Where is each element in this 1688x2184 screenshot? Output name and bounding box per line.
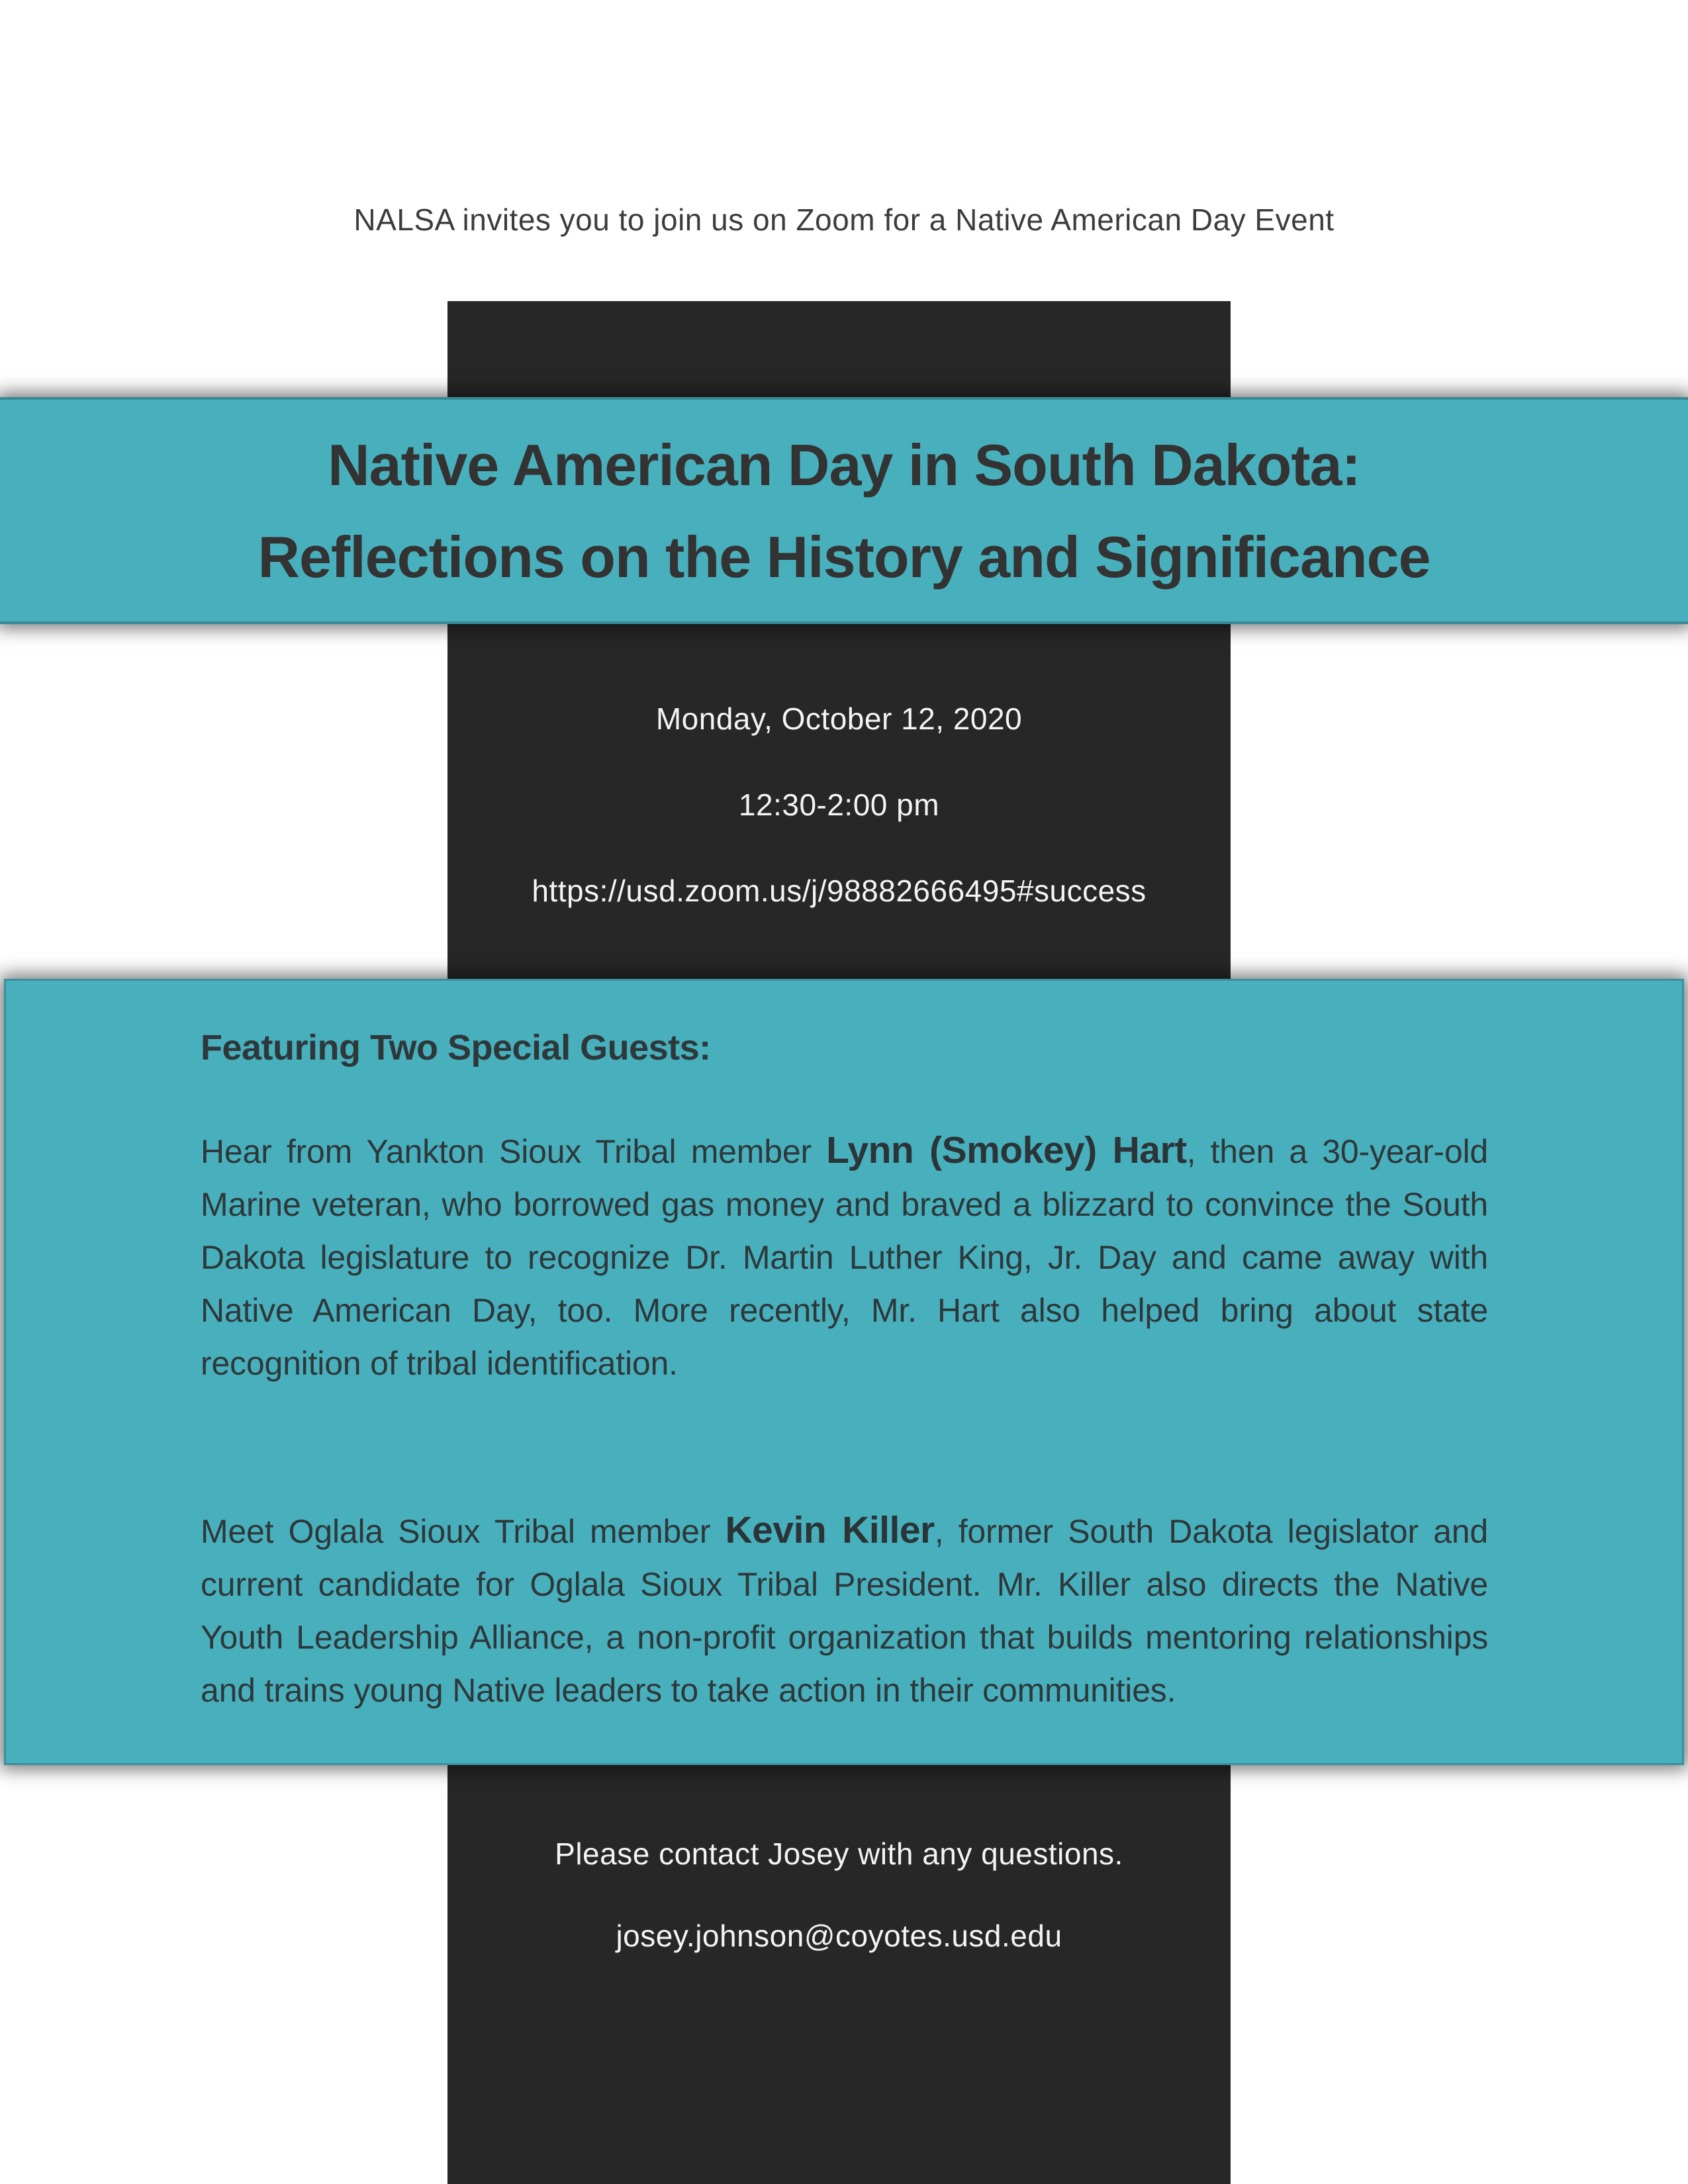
guests-heading: Featuring Two Special Guests: [201,1028,711,1068]
zoom-meeting-link[interactable]: https://usd.zoom.us/j/98882666495#success [532,874,1147,908]
title-banner [0,397,1688,624]
event-title-line2: Reflections on the History and Significance [258,523,1430,590]
guest2-name: Kevin Killer [725,1509,935,1551]
invite-line: NALSA invites you to join us on Zoom for a Native American Day Event [353,203,1335,237]
event-title-line1: Native American Day in South Dakota: [328,432,1360,498]
guest-paragraph-1 [201,1124,1488,1390]
guest2-text-after: , former South Dakota legislator and current candidate for Oglala Sioux Tribal President. Mr. Killer also directs the Native Youth Leadership Alliance, a non-profit organization that builds mentoring relationships and trains young Native leaders to take action in their communities. [201,1513,1488,1709]
contact-line: Please contact Josey with any questions. [555,1837,1123,1871]
guests-panel [4,979,1684,1765]
guest-paragraph-2 [201,1504,1488,1717]
event-date: Monday, October 12, 2020 [655,702,1023,736]
event-info [447,699,1231,911]
guest2-text-before: Meet Oglala Sioux Tribal member [201,1513,726,1550]
guest1-name: Lynn (Smokey) Hart [826,1129,1187,1171]
contact-email[interactable]: josey.johnson@coyotes.usd.edu [616,1919,1062,1953]
guest1-text-after: , then a 30-year-old Marine veteran, who borrowed gas money and braved a blizzard to convince the South Dakota legislature to recognize Dr. Martin Luther King, Jr. Day and came away with Native American Day, too. More recently, Mr. Hart also helped bring about state recognition of tribal identification. [201,1133,1488,1382]
footer-info [447,1835,1231,1955]
guest1-text-before: Hear from Yankton Sioux Tribal member [201,1133,827,1170]
event-time: 12:30-2:00 pm [738,788,940,822]
